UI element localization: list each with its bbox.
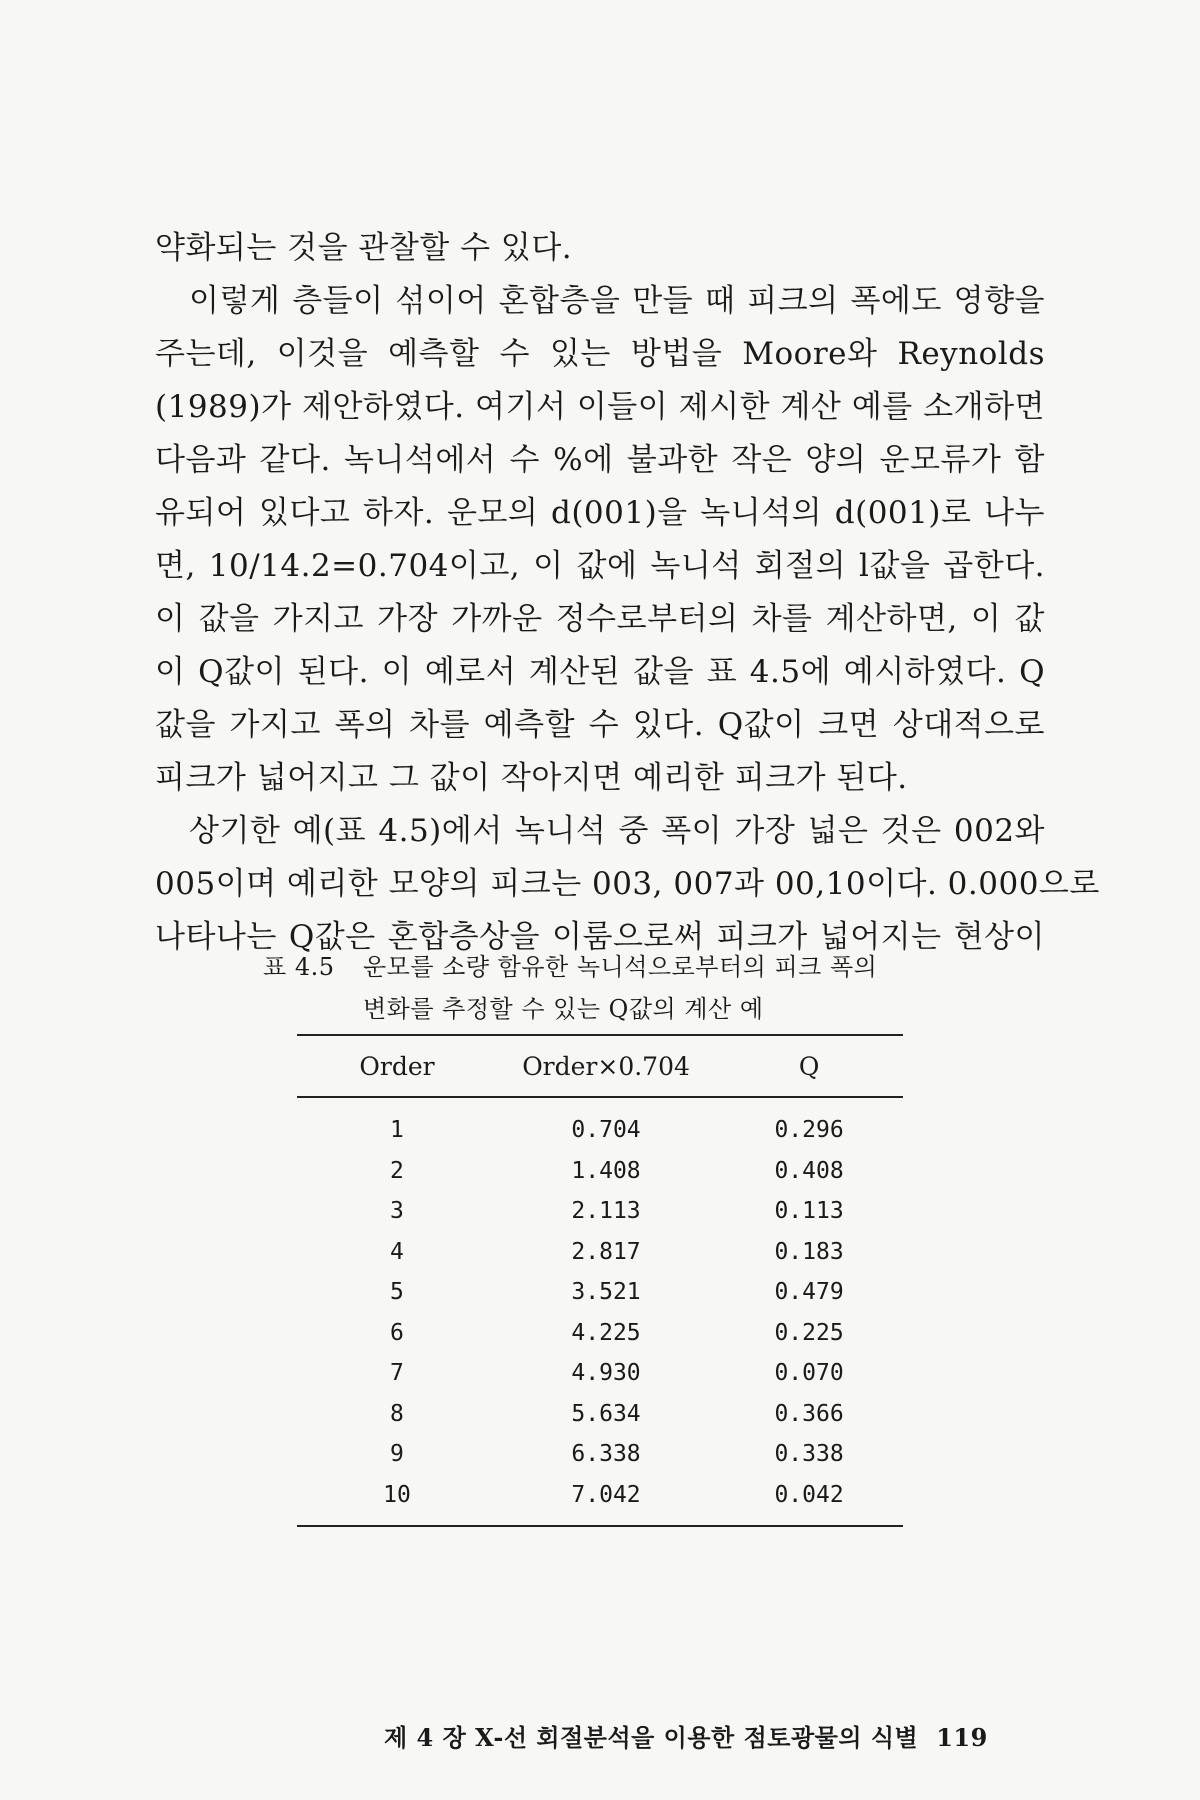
text-line: 주는데, 이것을 예측할 수 있는 방법을 Moore와 Reynolds: [155, 336, 1045, 372]
cell-order: 1: [390, 1117, 404, 1144]
text-line: 유되어 있다고 하자. 운모의 d(001)을 녹니석의 d(001)로 나누: [155, 495, 1045, 531]
cell-product: 2.817: [571, 1238, 641, 1265]
cell-product: 5.634: [571, 1400, 641, 1427]
column-header-order: Order: [297, 1035, 497, 1097]
text-line: (1989)가 제안하였다. 여기서 이들이 제시한 계산 예를 소개하면: [155, 389, 1045, 425]
cell-order: 8: [390, 1400, 404, 1427]
cell-q: 0.366: [774, 1400, 844, 1427]
cell-product: 3.521: [571, 1279, 641, 1306]
cell-product: 1.408: [571, 1157, 641, 1184]
chapter-title: 제 4 장 X-선 회절분석을 이용한 점토광물의 식별: [384, 1723, 919, 1752]
cell-order: 7: [390, 1360, 404, 1387]
table-row: [297, 1151, 903, 1192]
text-line: 다음과 같다. 녹니석에서 수 %에 불과한 작은 양의 운모류가 함: [155, 442, 1045, 478]
cell-order: 5: [390, 1279, 404, 1306]
cell-product: 2.113: [571, 1198, 641, 1225]
text-line: 나타나는 Q값은 혼합층상을 이룸으로써 피크가 넓어지는 현상이: [155, 919, 1045, 955]
table-caption: [263, 946, 953, 1030]
table-row: [297, 1475, 903, 1527]
cell-order: 6: [390, 1319, 404, 1346]
table-row: [297, 1232, 903, 1273]
cell-q: 0.479: [774, 1279, 844, 1306]
text-line: 면, 10/14.2=0.704이고, 이 값에 녹니석 회절의 l값을 곱한다.: [155, 548, 1045, 584]
table-row: [297, 1272, 903, 1313]
cell-q: 0.113: [774, 1198, 844, 1225]
cell-product: 0.704: [571, 1117, 641, 1144]
table-row: [297, 1191, 903, 1232]
cell-product: 4.930: [571, 1360, 641, 1387]
text-line: 005이며 예리한 모양의 피크는 003, 007과 00,10이다. 0.000으로: [155, 866, 1100, 902]
cell-q: 0.070: [774, 1360, 844, 1387]
cell-order: 10: [297, 1475, 497, 1527]
q-value-table: [297, 1034, 903, 1527]
cell-product: 7.042: [497, 1475, 715, 1527]
cell-order: 3: [390, 1198, 404, 1225]
cell-order: 4: [390, 1238, 404, 1265]
text-line: 이 Q값이 된다. 이 예로서 계산된 값을 표 4.5에 예시하였다. Q: [155, 654, 1045, 690]
table-row: [297, 1353, 903, 1394]
cell-q: 0.408: [774, 1157, 844, 1184]
table-row: [297, 1394, 903, 1435]
cell-q: 0.183: [774, 1238, 844, 1265]
table-caption-number: 표 4.5: [263, 953, 335, 981]
cell-order: 9: [390, 1441, 404, 1468]
page-number: 119: [936, 1723, 988, 1752]
table-header-row: [297, 1035, 903, 1097]
column-header-q: Q: [715, 1035, 903, 1097]
cell-q: 0.042: [715, 1475, 903, 1527]
cell-q: 0.225: [774, 1319, 844, 1346]
text-line: 상기한 예(표 4.5)에서 녹니석 중 폭이 가장 넓은 것은 002와: [189, 813, 1045, 849]
table-caption-line: 운모를 소량 함유한 녹니석으로부터의 피크 폭의: [363, 953, 878, 981]
table-caption-line: 변화를 추정할 수 있는 Q값의 계산 예: [363, 995, 764, 1023]
cell-product: 4.225: [571, 1319, 641, 1346]
table-row: [297, 1313, 903, 1354]
column-header-order-times: Order×0.704: [497, 1035, 715, 1097]
table-row: [297, 1097, 903, 1151]
cell-q: 0.296: [774, 1117, 844, 1144]
table-row: [297, 1434, 903, 1475]
text-line: 피크가 넓어지고 그 값이 작아지면 예리한 피크가 된다.: [155, 760, 908, 796]
running-footer: [384, 1718, 1044, 1753]
text-line: 값을 가지고 폭의 차를 예측할 수 있다. Q값이 크면 상대적으로: [155, 707, 1045, 743]
text-line: 이 값을 가지고 가장 가까운 정수로부터의 차를 계산하면, 이 값: [155, 601, 1045, 637]
text-line: 이렇게 층들이 섞이어 혼합층을 만들 때 피크의 폭에도 영향을: [189, 283, 1045, 319]
body-text: [155, 222, 1100, 964]
text-line: 약화되는 것을 관찰할 수 있다.: [155, 230, 573, 266]
cell-product: 6.338: [571, 1441, 641, 1468]
cell-q: 0.338: [774, 1441, 844, 1468]
cell-order: 2: [390, 1157, 404, 1184]
